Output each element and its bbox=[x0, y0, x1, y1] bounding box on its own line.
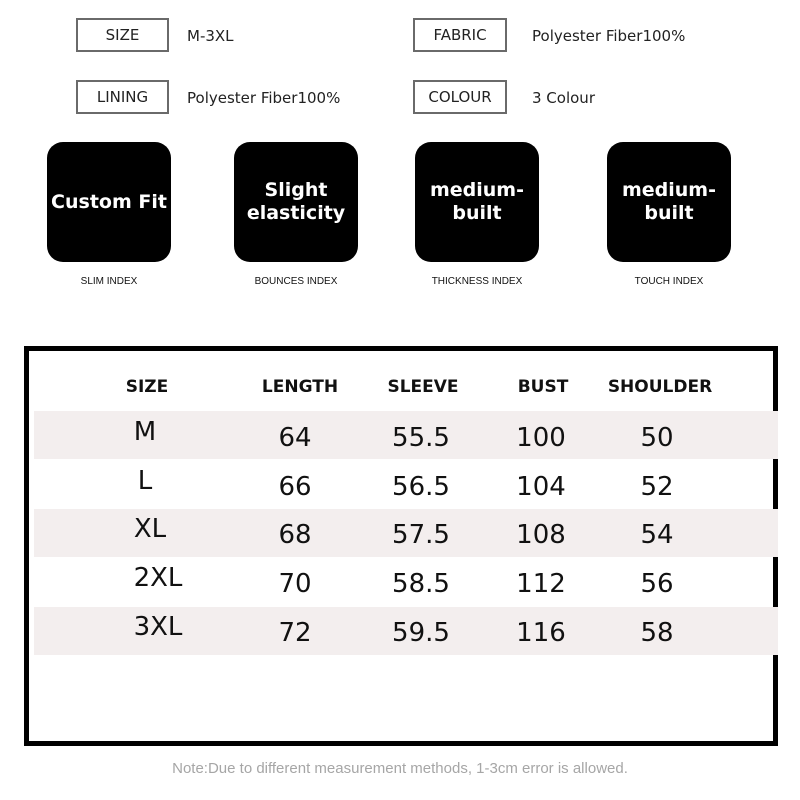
cell-sleeve: 58.5 bbox=[392, 569, 450, 599]
thickness-index-tile: medium- built bbox=[415, 142, 539, 262]
cell-sleeve: 55.5 bbox=[392, 423, 450, 453]
lining-label-box: LINING bbox=[76, 80, 169, 114]
cell-shoulder: 52 bbox=[640, 472, 674, 502]
touch-index-caption: TOUCH INDEX bbox=[634, 276, 704, 287]
cell-shoulder: 50 bbox=[640, 423, 674, 453]
colour-label-box: COLOUR bbox=[413, 80, 507, 114]
thickness-index-caption: THICKNESS INDEX bbox=[431, 276, 523, 287]
cell-size: 2XL bbox=[133, 563, 183, 593]
cell-size: M bbox=[133, 417, 157, 447]
cell-length: 64 bbox=[278, 423, 312, 453]
cell-bust: 116 bbox=[516, 618, 566, 648]
cell-size: L bbox=[137, 466, 153, 496]
bounces-index-caption: BOUNCES INDEX bbox=[254, 276, 338, 287]
measurement-note: Note:Due to different measurement methods, 1-3cm error is allowed. bbox=[172, 760, 628, 777]
header-length: LENGTH bbox=[261, 377, 339, 397]
cell-shoulder: 56 bbox=[640, 569, 674, 599]
size-table bbox=[24, 346, 778, 746]
cell-bust: 100 bbox=[516, 423, 566, 453]
header-bust: BUST bbox=[517, 377, 569, 397]
size-label-box: SIZE bbox=[76, 18, 169, 52]
bounces-index-tile: Slight elasticity bbox=[234, 142, 358, 262]
touch-index-tile: medium- built bbox=[607, 142, 731, 262]
header-shoulder: SHOULDER bbox=[607, 377, 713, 397]
fabric-label-box: FABRIC bbox=[413, 18, 507, 52]
header-sleeve: SLEEVE bbox=[387, 377, 459, 397]
cell-size: 3XL bbox=[133, 612, 183, 642]
header-size: SIZE bbox=[125, 377, 169, 397]
colour-value: 3 Colour bbox=[532, 89, 595, 107]
cell-bust: 108 bbox=[516, 520, 566, 550]
cell-shoulder: 54 bbox=[640, 520, 674, 550]
slim-index-tile: Custom Fit bbox=[47, 142, 171, 262]
slim-index-caption: SLIM INDEX bbox=[80, 276, 138, 287]
cell-length: 72 bbox=[278, 618, 312, 648]
cell-sleeve: 56.5 bbox=[392, 472, 450, 502]
fabric-value: Polyester Fiber100% bbox=[532, 27, 686, 45]
cell-length: 68 bbox=[278, 520, 312, 550]
cell-bust: 112 bbox=[516, 569, 566, 599]
cell-size: XL bbox=[133, 514, 167, 544]
cell-length: 70 bbox=[278, 569, 312, 599]
cell-bust: 104 bbox=[516, 472, 566, 502]
cell-sleeve: 57.5 bbox=[392, 520, 450, 550]
cell-sleeve: 59.5 bbox=[392, 618, 450, 648]
lining-value: Polyester Fiber100% bbox=[187, 89, 341, 107]
size-value: M-3XL bbox=[187, 27, 234, 45]
cell-length: 66 bbox=[278, 472, 312, 502]
cell-shoulder: 58 bbox=[640, 618, 674, 648]
